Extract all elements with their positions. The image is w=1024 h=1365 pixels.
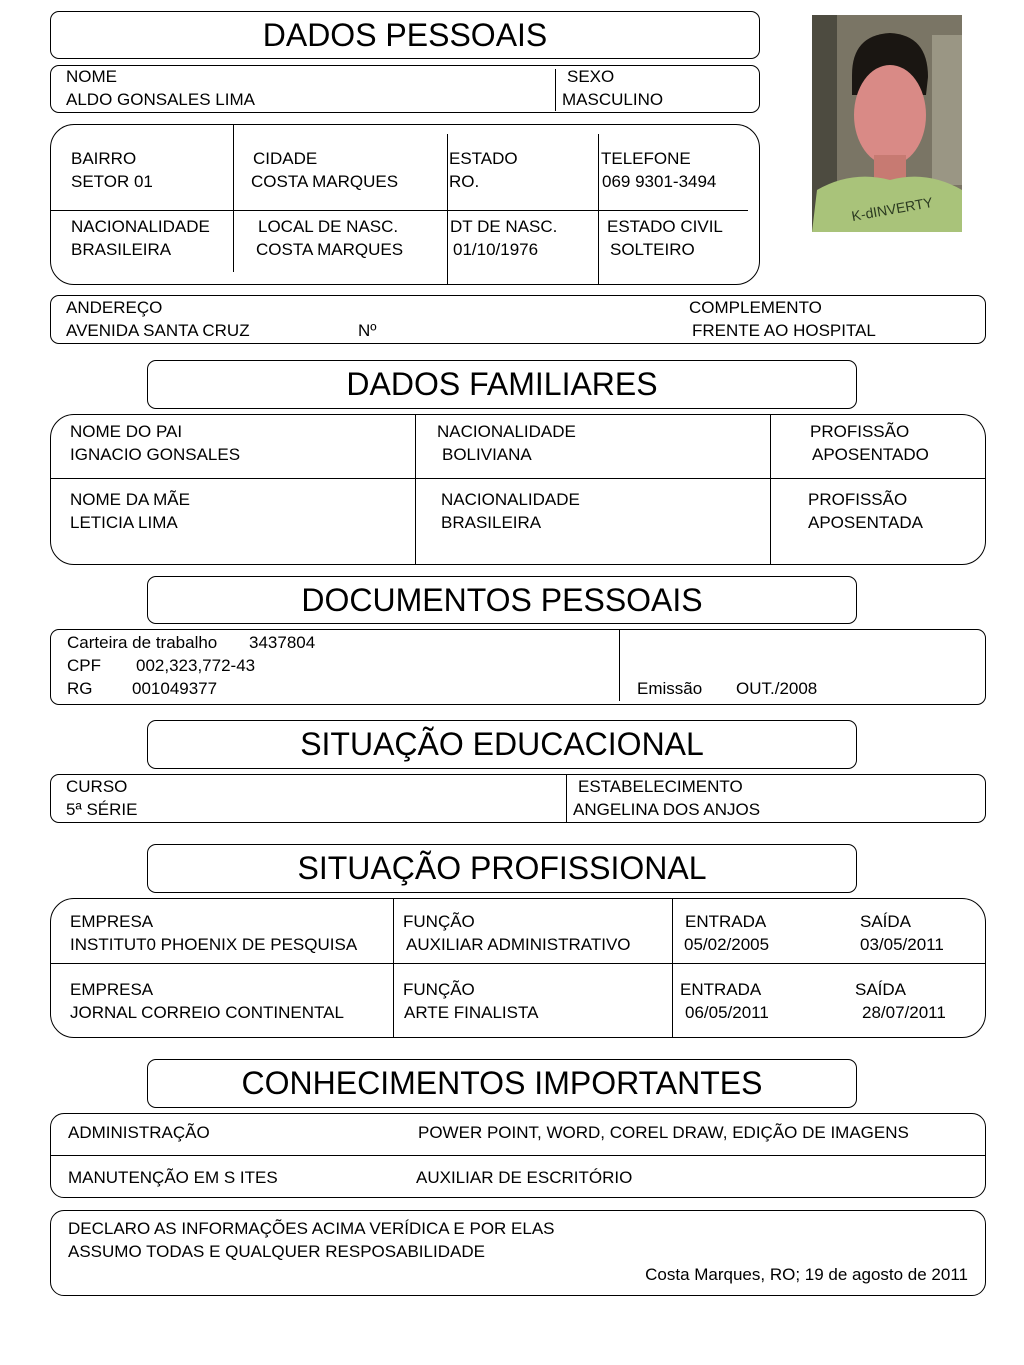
family-title: DADOS FAMILIARES (346, 366, 658, 402)
estab-value: ANGELINA DOS ANJOS (573, 800, 761, 819)
job2-entrada: 06/05/2011 (685, 1003, 769, 1022)
divider (50, 1155, 986, 1156)
father-label: NOME DO PAI (70, 422, 183, 441)
declaration-line-2: ASSUMO TODAS E QUALQUER RESPOSABILIDADE (68, 1242, 485, 1261)
emissao-value: OUT./2008 (736, 679, 818, 698)
nacionalidade-value: BRASILEIRA (71, 240, 172, 259)
education-title: SITUAÇÃO EDUCACIONAL (300, 726, 704, 762)
mother-nat-value: BRASILEIRA (441, 513, 542, 532)
knowledge-area-2: MANUTENÇÃO EM S ITES (68, 1168, 278, 1187)
mother-prof-value: APOSENTADA (808, 513, 923, 532)
cpf-value: 002,323,772-43 (136, 656, 256, 675)
divider (393, 898, 394, 1038)
rg-label: RG (67, 679, 93, 698)
mother-value: LETICIA LIMA (70, 513, 178, 532)
sex-label: SEXO (567, 67, 615, 86)
telefone-value: 069 9301-3494 (602, 172, 717, 191)
numero-label: Nº (358, 321, 377, 340)
dt-nasc-value: 01/10/1976 (453, 240, 539, 259)
declaration-line-1: DECLARO AS INFORMAÇÕES ACIMA VERÍDICA E POR ELAS (68, 1219, 555, 1238)
job2-funcao-label: FUNÇÃO (403, 980, 475, 999)
job1-empresa: INSTITUT0 PHOENIX DE PESQUISA (70, 935, 358, 954)
section-title-documents (147, 576, 857, 624)
estado-value: RO. (449, 172, 480, 191)
job2-entrada-label: ENTRADA (680, 980, 762, 999)
complemento-label: COMPLEMENTO (689, 298, 822, 317)
rg-value: 001049377 (132, 679, 218, 698)
cpf-label: CPF (67, 656, 101, 675)
mother-prof-label: PROFISSÃO (808, 490, 908, 509)
job2-funcao: ARTE FINALISTA (404, 1003, 539, 1022)
job1-funcao: AUXILIAR ADMINISTRATIVO (406, 935, 631, 954)
divider (50, 478, 986, 479)
father-prof-value: APOSENTADO (812, 445, 929, 464)
bairro-label: BAIRRO (71, 149, 137, 168)
cidade-label: CIDADE (253, 149, 318, 168)
sex-value: MASCULINO (562, 90, 664, 109)
endereco-label: ANDEREÇO (66, 298, 163, 317)
section-title-knowledge (147, 1059, 857, 1108)
estado-civil-label: ESTADO CIVIL (607, 217, 723, 236)
section-title-professional (147, 844, 857, 893)
father-value: IGNACIO GONSALES (70, 445, 241, 464)
father-prof-label: PROFISSÃO (810, 422, 910, 441)
telefone-label: TELEFONE (601, 149, 691, 168)
endereco-value: AVENIDA SANTA CRUZ (66, 321, 250, 340)
father-nat-label: NACIONALIDADE (437, 422, 576, 441)
knowledge-detail-1: POWER POINT, WORD, COREL DRAW, EDIÇÃO DE IMAGENS (418, 1123, 909, 1142)
job1-saida-label: SAÍDA (860, 912, 912, 931)
section-title-education (147, 720, 857, 769)
local-nasc-label: LOCAL DE NASC. (258, 217, 399, 236)
job1-entrada: 05/02/2005 (684, 935, 770, 954)
divider (619, 629, 620, 701)
divider (447, 134, 448, 284)
name-value: ALDO GONSALES LIMA (66, 90, 255, 109)
job1-funcao-label: FUNÇÃO (403, 912, 475, 931)
shirt-text: K-dINVERTY (850, 193, 935, 225)
divider (233, 124, 234, 272)
curso-label: CURSO (66, 777, 128, 796)
professional-title: SITUAÇÃO PROFISSIONAL (297, 850, 707, 886)
estab-label: ESTABELECIMENTO (578, 777, 743, 796)
education-box (50, 774, 986, 823)
documents-title: DOCUMENTOS PESSOAIS (301, 581, 703, 618)
job2-empresa-label: EMPRESA (70, 980, 154, 999)
estado-label: ESTADO (449, 149, 518, 168)
bairro-value: SETOR 01 (71, 172, 153, 191)
estado-civil-value: SOLTEIRO (610, 240, 695, 259)
section-title-family (147, 360, 857, 409)
divider (598, 134, 599, 284)
job1-entrada-label: ENTRADA (685, 912, 767, 931)
declaration-place-date: Costa Marques, RO; 19 de agosto de 2011 (645, 1265, 968, 1284)
local-nasc-value: COSTA MARQUES (256, 240, 404, 259)
father-nat-value: BOLIVIANA (442, 445, 532, 464)
personal-title: DADOS PESSOAIS (262, 16, 548, 53)
divider (415, 414, 416, 565)
divider (50, 210, 748, 211)
divider (50, 963, 986, 964)
nacionalidade-label: NACIONALIDADE (71, 217, 210, 236)
divider (672, 898, 673, 1038)
name-label: NOME (66, 67, 117, 86)
emissao-label: Emissão (637, 679, 703, 698)
mother-nat-label: NACIONALIDADE (441, 490, 580, 509)
knowledge-detail-2: AUXILIAR DE ESCRITÓRIO (416, 1168, 633, 1187)
dt-nasc-label: DT DE NASC. (450, 217, 558, 236)
person-photo-icon (812, 15, 962, 232)
ctps-label: Carteira de trabalho (67, 633, 218, 652)
curso-value: 5ª SÉRIE (66, 800, 138, 819)
job1-empresa-label: EMPRESA (70, 912, 154, 931)
divider (566, 774, 567, 823)
ctps-value: 3437804 (249, 633, 316, 652)
complemento-value: FRENTE AO HOSPITAL (692, 321, 876, 340)
section-title-personal (50, 11, 760, 59)
job1-saida: 03/05/2011 (860, 935, 944, 954)
divider (770, 414, 771, 565)
mother-label: NOME DA MÃE (70, 490, 190, 509)
knowledge-title: CONHECIMENTOS IMPORTANTES (241, 1065, 763, 1101)
profile-photo (812, 15, 962, 232)
job2-empresa: JORNAL CORREIO CONTINENTAL (70, 1003, 344, 1022)
cidade-value: COSTA MARQUES (251, 172, 399, 191)
divider (555, 69, 556, 111)
job2-saida: 28/07/2011 (862, 1003, 946, 1022)
knowledge-area-1: ADMINISTRAÇÃO (68, 1123, 210, 1142)
job2-saida-label: SAÍDA (855, 980, 907, 999)
